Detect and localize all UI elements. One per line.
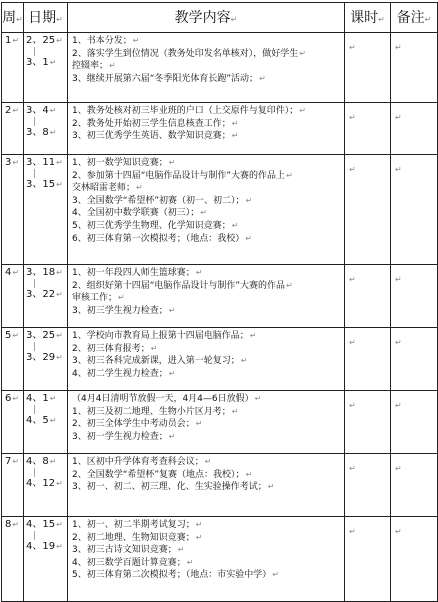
paragraph-mark-icon: ↵ [231, 406, 239, 416]
content-line [72, 220, 342, 233]
paragraph-mark-icon: ↵ [349, 464, 356, 473]
content-text: 1、初一年段四人师生篮球赛； [72, 268, 195, 278]
content-cell [68, 155, 345, 265]
content-text: 审核工作； [72, 293, 118, 304]
content-text: 3、初一学生视力检查； [72, 431, 168, 442]
date-text: 3、4 [26, 105, 49, 116]
content-text: 1、教务处核对初三毕业班的户口（上交原件与复印件）； [72, 106, 299, 116]
date-line [26, 46, 67, 57]
date-line [26, 456, 67, 467]
paragraph-mark-icon: ↵ [349, 165, 356, 174]
date-text: 3、18 [26, 267, 56, 278]
paragraph-mark-icon: ↵ [56, 479, 63, 488]
date-range-separator: | [33, 47, 37, 57]
content-text: 1、学校向市教育局上报第十四届电脑作品； [72, 331, 249, 341]
paragraph-mark-icon: ↵ [272, 570, 279, 580]
content-line [72, 195, 342, 208]
content-line [72, 118, 342, 131]
content-text: 3、全国数学“希望杯”初赛（初一、初二）； [72, 195, 245, 206]
date-cell [24, 454, 68, 517]
date-text: 4、1 [26, 393, 49, 404]
content-line [72, 105, 342, 118]
content-line [72, 280, 342, 293]
date-range-separator: | [33, 117, 37, 127]
paragraph-mark-icon: ↵ [56, 520, 63, 529]
paragraph-mark-icon: ↵ [150, 343, 158, 353]
content-cell [68, 328, 345, 391]
week-cell [2, 391, 24, 454]
date-range-separator: | [33, 531, 37, 541]
date-range-separator: | [33, 342, 37, 352]
header-remarks-label: 备注 [396, 9, 425, 26]
paragraph-mark-icon: ↵ [195, 419, 203, 429]
paragraph-mark-icon: ↵ [56, 331, 63, 340]
date-line [26, 341, 67, 352]
paragraph-mark-icon: ↵ [286, 280, 293, 290]
content-text: 3、继续开展第六届“冬季阳光体育长跑”活动； [72, 73, 259, 84]
content-line [72, 544, 342, 557]
paragraph-mark-icon: ↵ [267, 482, 275, 492]
week-number: 5 [5, 330, 12, 341]
paragraph-mark-icon: ↵ [254, 394, 262, 403]
content-text: 2、初二地理、生物知识竞赛； [72, 532, 195, 543]
date-cell [24, 265, 68, 328]
paragraph-mark-icon: ↵ [395, 113, 402, 122]
paragraph-mark-icon: ↵ [231, 220, 239, 230]
hours-cell [345, 328, 391, 391]
content-text: 4、初三数学百题计算竞赛； [72, 557, 186, 568]
week-cell [2, 103, 24, 155]
content-text: 3、初一、初二、初三理、化、生实验操作考试； [72, 482, 267, 493]
paragraph-mark-icon: ↵ [395, 464, 402, 473]
content-text: 2、全国数学“希望杯”复赛（地点：我校）； [72, 469, 245, 480]
content-line [72, 157, 342, 170]
week-cell [2, 155, 24, 265]
hours-cell [345, 454, 391, 517]
paragraph-mark-icon: ↵ [12, 520, 20, 529]
remarks-cell [391, 517, 438, 602]
paragraph-mark-icon: ↵ [349, 113, 356, 122]
paragraph-mark-icon: ↵ [12, 106, 20, 115]
header-row [2, 3, 438, 33]
paragraph-mark-icon: ↵ [230, 14, 238, 24]
week-cell [2, 33, 24, 103]
paragraph-mark-icon: ↵ [395, 165, 402, 174]
content-line [72, 557, 342, 570]
date-text: 3、15 [26, 179, 56, 190]
date-cell [24, 328, 68, 391]
paragraph-mark-icon: ↵ [231, 131, 239, 141]
date-cell [24, 517, 68, 602]
paragraph-mark-icon: ↵ [200, 208, 207, 218]
content-text: 2、教务处开始初三学生信息核查工作； [72, 118, 231, 129]
paragraph-mark-icon: ↵ [395, 338, 402, 347]
content-cell [68, 33, 345, 103]
paragraph-mark-icon: ↵ [240, 356, 248, 366]
header-week [2, 3, 24, 33]
date-line [26, 179, 67, 190]
content-line [72, 130, 342, 143]
week-number: 6 [5, 393, 12, 404]
content-line [72, 355, 342, 368]
paragraph-mark-icon: ↵ [299, 106, 306, 115]
week-number: 4 [5, 267, 12, 278]
date-text: 3、11 [26, 157, 56, 168]
content-line [72, 532, 342, 545]
date-text: 4、12 [26, 478, 56, 489]
hours-cell [345, 265, 391, 328]
paragraph-mark-icon: ↵ [12, 268, 20, 277]
remarks-cell [391, 328, 438, 391]
date-text: 3、22 [26, 289, 56, 300]
date-line [26, 278, 67, 289]
content-line [72, 519, 342, 532]
date-range-separator: | [33, 468, 37, 478]
paragraph-mark-icon: ↵ [195, 532, 203, 542]
content-text: 5、初三体育第二次模拟考；（地点：市实验中学） [72, 570, 272, 581]
date-text: 4、19 [26, 541, 56, 552]
date-text: 4、5 [26, 415, 49, 426]
paragraph-mark-icon: ↵ [12, 331, 20, 340]
remarks-cell [391, 454, 438, 517]
paragraph-mark-icon: ↵ [249, 331, 257, 340]
date-line [26, 519, 67, 530]
content-line [72, 456, 342, 469]
content-line [72, 343, 342, 356]
paragraph-mark-icon: ↵ [245, 469, 253, 479]
date-text: 2、25 [26, 35, 56, 46]
content-line [72, 330, 342, 343]
paragraph-mark-icon: ↵ [349, 275, 356, 284]
hours-cell [345, 517, 391, 602]
content-cell [68, 391, 345, 454]
hours-cell [345, 155, 391, 265]
content-line [72, 182, 342, 195]
hours-cell [345, 391, 391, 454]
remarks-cell [391, 265, 438, 328]
date-text: 3、8 [26, 127, 49, 138]
paragraph-mark-icon: ↵ [118, 293, 125, 303]
content-line [72, 292, 342, 305]
paragraph-mark-icon: ↵ [49, 416, 57, 425]
date-line [26, 267, 67, 278]
paragraph-mark-icon: ↵ [49, 106, 57, 115]
paragraph-mark-icon: ↵ [424, 14, 432, 24]
content-text: 1、初三及初二地理、生物小片区月考； [72, 406, 231, 417]
content-line [72, 569, 342, 582]
date-range-separator: | [33, 169, 37, 179]
paragraph-mark-icon: ↵ [49, 58, 57, 67]
week-row [2, 328, 438, 391]
paragraph-mark-icon: ↵ [56, 158, 63, 167]
week-number: 1 [5, 35, 12, 46]
paragraph-mark-icon: ↵ [56, 290, 63, 299]
week-row [2, 155, 438, 265]
content-line [72, 305, 342, 318]
content-text: 2、参加第十四届“电脑作品设计与制作”大赛的作品上 [72, 170, 286, 181]
date-line [26, 289, 67, 300]
schedule-table [1, 2, 438, 602]
content-text: 3、初三优秀学生英语、数学知识竞赛； [72, 131, 231, 142]
date-cell [24, 155, 68, 265]
content-line [72, 48, 342, 61]
date-line [26, 330, 67, 341]
content-line [72, 368, 342, 381]
content-line [72, 233, 342, 246]
content-line [72, 170, 342, 183]
date-line [26, 541, 67, 552]
date-line [26, 157, 67, 168]
paragraph-mark-icon: ↵ [136, 183, 143, 193]
date-text: 3、29 [26, 352, 56, 363]
paragraph-mark-icon: ↵ [349, 527, 356, 536]
content-text: （4月4日清明节放假一天，4月4—6日放假） [72, 394, 254, 404]
content-line [72, 481, 342, 494]
paragraph-mark-icon: ↵ [245, 233, 252, 243]
paragraph-mark-icon: ↵ [168, 431, 176, 441]
paragraph-mark-icon: ↵ [231, 118, 239, 128]
week-cell [2, 454, 24, 517]
date-line [26, 57, 67, 68]
week-number: 3 [5, 157, 12, 168]
content-line [72, 73, 342, 86]
paragraph-mark-icon: ↵ [56, 36, 63, 45]
date-text: 4、8 [26, 456, 49, 467]
paragraph-mark-icon: ↵ [132, 36, 140, 45]
paragraph-mark-icon: ↵ [12, 457, 20, 466]
paragraph-mark-icon: ↵ [49, 394, 57, 403]
content-text: 4、初二学生视力检查； [72, 368, 168, 379]
content-text: 4、全国初中数学联赛（初三）； [72, 208, 200, 219]
week-row [2, 265, 438, 328]
week-row [2, 391, 438, 454]
header-date-label: 日期 [28, 9, 57, 26]
paragraph-mark-icon: ↵ [349, 43, 356, 52]
content-line [72, 267, 342, 280]
paragraph-mark-icon: ↵ [259, 73, 266, 83]
content-text: 1、区初中升学体育考查科会议； [72, 457, 204, 467]
paragraph-mark-icon: ↵ [168, 368, 176, 378]
week-cell [2, 517, 24, 602]
content-line [72, 207, 342, 220]
content-text: 控辍率； [72, 61, 109, 72]
paragraph-mark-icon: ↵ [56, 14, 63, 24]
content-text: 1、书本分发； [72, 36, 132, 46]
paragraph-mark-icon: ↵ [395, 401, 402, 410]
content-cell [68, 103, 345, 155]
content-line [72, 406, 342, 419]
content-text: 1、初一、初二半期考试复习； [72, 520, 195, 530]
content-text: 3、初三学生视力检查； [72, 305, 168, 316]
remarks-cell [391, 391, 438, 454]
date-text: 3、25 [26, 330, 56, 341]
content-text: 3、初三各科完成新课，进入第一轮复习； [72, 356, 240, 367]
date-line [26, 127, 67, 138]
remarks-cell [391, 155, 438, 265]
remarks-cell [391, 33, 438, 103]
week-number: 8 [5, 519, 12, 530]
header-remarks [391, 3, 438, 33]
paragraph-mark-icon: ↵ [56, 180, 63, 189]
paragraph-mark-icon: ↵ [56, 353, 63, 362]
week-row [2, 517, 438, 602]
content-line [72, 431, 342, 444]
content-line [72, 418, 342, 431]
week-row [2, 454, 438, 517]
header-content-label: 教学内容 [174, 9, 231, 26]
paragraph-mark-icon: ↵ [286, 170, 293, 180]
week-row [2, 103, 438, 155]
header-week-label: 周 [2, 9, 17, 26]
content-text: 2、初三体育报考； [72, 343, 150, 354]
week-number: 7 [5, 456, 12, 467]
date-range-separator: | [33, 279, 37, 289]
content-text: 3、初三古诗文知识竞赛； [72, 545, 177, 556]
content-text: 2、初三全体学生中考动员会； [72, 419, 195, 430]
week-number: 2 [5, 105, 12, 116]
content-cell [68, 454, 345, 517]
content-text: 2、落实学生到位情况（教务处印发名单核对），做好学生 [72, 48, 299, 59]
hours-cell [345, 33, 391, 103]
paragraph-mark-icon: ↵ [395, 527, 402, 536]
paragraph-mark-icon: ↵ [186, 557, 194, 567]
paragraph-mark-icon: ↵ [168, 305, 176, 315]
date-line [26, 478, 67, 489]
paragraph-mark-icon: ↵ [195, 268, 203, 277]
paragraph-mark-icon: ↵ [12, 394, 20, 403]
paragraph-mark-icon: ↵ [195, 520, 203, 529]
date-line [26, 467, 67, 478]
paragraph-mark-icon: ↵ [204, 457, 212, 466]
paragraph-mark-icon: ↵ [49, 457, 57, 466]
header-hours [345, 3, 391, 33]
paragraph-mark-icon: ↵ [56, 268, 63, 277]
paragraph-mark-icon: ↵ [177, 545, 185, 555]
date-line [26, 116, 67, 127]
paragraph-mark-icon: ↵ [109, 61, 116, 71]
header-content [68, 3, 345, 33]
header-hours-label: 课时 [350, 9, 379, 26]
date-line [26, 105, 67, 116]
paragraph-mark-icon: ↵ [299, 48, 306, 58]
remarks-cell [391, 103, 438, 155]
hours-cell [345, 103, 391, 155]
paragraph-mark-icon: ↵ [16, 14, 23, 24]
date-line [26, 393, 67, 404]
date-line [26, 168, 67, 179]
paragraph-mark-icon: ↵ [349, 401, 356, 410]
content-text: 交林昭雷老师； [72, 183, 136, 194]
paragraph-mark-icon: ↵ [245, 195, 253, 205]
paragraph-mark-icon: ↵ [395, 43, 402, 52]
date-range-separator: | [33, 405, 37, 415]
paragraph-mark-icon: ↵ [378, 14, 385, 24]
content-cell [68, 265, 345, 328]
date-text: 3、1 [26, 57, 49, 68]
content-line [72, 60, 342, 73]
date-line [26, 530, 67, 541]
date-cell [24, 391, 68, 454]
week-row [2, 33, 438, 103]
content-line [72, 35, 342, 48]
header-date [24, 3, 68, 33]
paragraph-mark-icon: ↵ [49, 128, 57, 137]
week-cell [2, 265, 24, 328]
content-cell [68, 517, 345, 602]
week-cell [2, 328, 24, 391]
date-cell [24, 103, 68, 155]
date-line [26, 415, 67, 426]
paragraph-mark-icon: ↵ [168, 158, 176, 167]
date-line [26, 35, 67, 46]
content-line [72, 393, 342, 406]
date-line [26, 404, 67, 415]
date-text: 4、15 [26, 519, 56, 530]
date-cell [24, 33, 68, 103]
content-text: 1、初一数学知识竞赛； [72, 158, 168, 168]
paragraph-mark-icon: ↵ [56, 542, 63, 551]
date-line [26, 352, 67, 363]
content-text: 5、初三优秀学生物理、化学知识竞赛； [72, 220, 231, 231]
paragraph-mark-icon: ↵ [12, 36, 20, 45]
content-text: 6、初三体育第一次模拟考；（地点：我校） [72, 233, 245, 244]
paragraph-mark-icon: ↵ [12, 158, 20, 167]
content-text: 2、组织好第十四届“电脑作品设计与制作”大赛的作品 [72, 280, 286, 291]
paragraph-mark-icon: ↵ [349, 338, 356, 347]
content-line [72, 469, 342, 482]
paragraph-mark-icon: ↵ [395, 275, 402, 284]
